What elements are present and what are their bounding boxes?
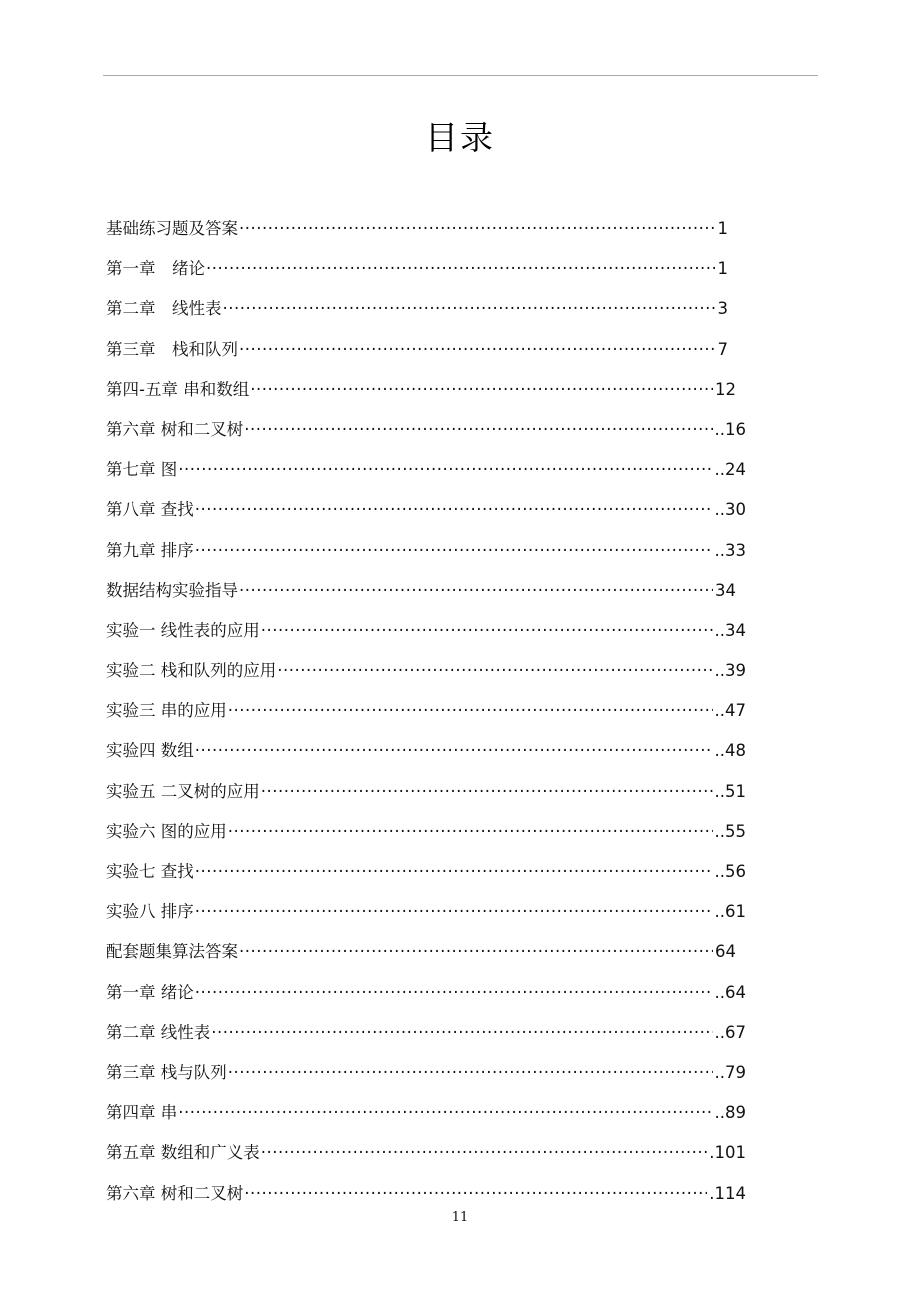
toc-entry[interactable] (106, 493, 746, 533)
toc-entry[interactable] (106, 694, 746, 734)
dot-leader (211, 1016, 712, 1050)
toc-entry-page: .114 (709, 1183, 746, 1203)
toc-entry-page: ..48 (714, 741, 746, 761)
toc-entry[interactable] (106, 614, 746, 654)
dot-leader (195, 855, 713, 889)
toc-entry[interactable] (106, 1016, 746, 1056)
dot-leader (261, 1136, 708, 1170)
toc-entry-page: 64 (715, 942, 736, 962)
dot-leader (261, 775, 713, 809)
dot-leader (195, 734, 713, 768)
toc-entry-text: 配套题集算法答案 (106, 935, 239, 969)
toc-entry-text: 实验六 图的应用 (106, 815, 228, 849)
dot-leader (228, 815, 713, 849)
toc-entry[interactable] (106, 734, 746, 774)
dot-leader (206, 252, 716, 286)
toc-entry[interactable] (106, 333, 746, 373)
toc-entry-page: ..34 (714, 620, 746, 640)
toc-entry[interactable] (106, 252, 746, 292)
toc-entry-text: 实验一 线性表的应用 (106, 614, 261, 648)
toc-entry-page: 1 (717, 259, 728, 279)
toc-entry-text: 第六章 树和二叉树 (106, 413, 244, 447)
dot-leader (195, 895, 713, 929)
toc-entry[interactable] (106, 373, 746, 413)
toc-entry[interactable] (106, 654, 746, 694)
toc-entry-text: 数据结构实验指导 (106, 574, 239, 608)
dot-leader (228, 694, 713, 728)
toc-entry-page: ..47 (714, 701, 746, 721)
toc-entry-text: 第三章 栈和队列 (106, 333, 239, 367)
toc-entry-text: 第五章 数组和广义表 (106, 1136, 261, 1170)
toc-entry-text: 实验四 数组 (106, 734, 195, 768)
toc-entry[interactable] (106, 453, 746, 493)
toc-entry-page: ..30 (714, 500, 746, 520)
toc-entry-page: ..55 (714, 821, 746, 841)
toc-entry-page: 1 (717, 219, 728, 238)
toc-entry[interactable] (106, 976, 746, 1016)
toc-entry-text: 第六章 树和二叉树 (106, 1177, 244, 1211)
dot-leader (228, 1056, 713, 1090)
toc-entry[interactable] (106, 574, 746, 614)
toc-entry[interactable] (106, 413, 746, 453)
dot-leader (239, 935, 713, 969)
dot-leader (239, 574, 713, 608)
dot-leader (239, 333, 716, 367)
toc-entry-text: 实验七 查找 (106, 855, 195, 889)
toc-entry[interactable] (106, 935, 746, 975)
toc-entry[interactable] (106, 895, 746, 935)
table-of-contents (106, 212, 746, 1217)
toc-entry-text: 实验五 二叉树的应用 (106, 775, 261, 809)
toc-entry[interactable] (106, 815, 746, 855)
toc-entry-text: 第九章 排序 (106, 534, 195, 568)
toc-entry-text: 实验二 栈和队列的应用 (106, 654, 277, 688)
toc-entry[interactable] (106, 212, 746, 252)
dot-leader (178, 1096, 712, 1130)
toc-entry-page: 34 (715, 580, 736, 600)
dot-leader (261, 614, 713, 648)
dot-leader (178, 453, 712, 487)
dot-leader (223, 292, 716, 326)
toc-entry-page: ..67 (714, 1022, 746, 1042)
toc-entry-page: ..64 (714, 982, 746, 1002)
toc-entry[interactable] (106, 1056, 746, 1096)
toc-entry-page: 3 (717, 299, 728, 319)
page-number: 11 (451, 1210, 469, 1225)
toc-entry-text: 实验八 排序 (106, 895, 195, 929)
toc-entry-text: 实验三 串的应用 (106, 694, 228, 728)
header-rule (103, 75, 818, 76)
dot-leader (239, 212, 716, 246)
toc-entry-text: 第四章 串 (106, 1096, 178, 1130)
toc-entry-page: ..39 (714, 661, 746, 681)
toc-entry[interactable] (106, 292, 746, 332)
toc-entry-page: ..61 (714, 902, 746, 922)
toc-entry-page: 7 (717, 339, 728, 359)
toc-entry-text: 第四-五章 串和数组 (106, 373, 250, 407)
toc-entry[interactable] (106, 534, 746, 574)
toc-entry-text: 第一章 绪论 (106, 252, 206, 286)
toc-entry-text: 第二章 线性表 (106, 292, 223, 326)
dot-leader (195, 534, 713, 568)
toc-entry-text: 第二章 线性表 (106, 1016, 211, 1050)
toc-entry[interactable] (106, 775, 746, 815)
toc-entry-page: .101 (709, 1143, 746, 1163)
toc-entry[interactable] (106, 1136, 746, 1176)
dot-leader (244, 1177, 707, 1211)
dot-leader (244, 413, 712, 447)
dot-leader (195, 976, 713, 1010)
toc-entry-page: ..89 (714, 1103, 746, 1123)
toc-entry-page: ..33 (714, 540, 746, 560)
toc-entry-page: ..16 (714, 419, 746, 439)
toc-entry-page: ..51 (714, 781, 746, 801)
toc-entry-page: ..56 (714, 862, 746, 881)
toc-entry-page: 12 (715, 379, 736, 399)
toc-entry-text: 第三章 栈与队列 (106, 1056, 228, 1090)
toc-entry[interactable] (106, 1096, 746, 1136)
dot-leader (250, 373, 713, 407)
toc-entry-page: ..24 (714, 460, 746, 480)
dot-leader (277, 654, 712, 688)
toc-entry-text: 第七章 图 (106, 453, 178, 487)
page-title: 目录 (425, 118, 495, 157)
toc-entry-text: 基础练习题及答案 (106, 212, 239, 246)
toc-entry[interactable] (106, 855, 746, 895)
dot-leader (195, 493, 713, 527)
toc-entry-text: 第一章 绪论 (106, 976, 195, 1010)
toc-entry-page: ..79 (714, 1062, 746, 1082)
toc-entry-text: 第八章 查找 (106, 493, 195, 527)
